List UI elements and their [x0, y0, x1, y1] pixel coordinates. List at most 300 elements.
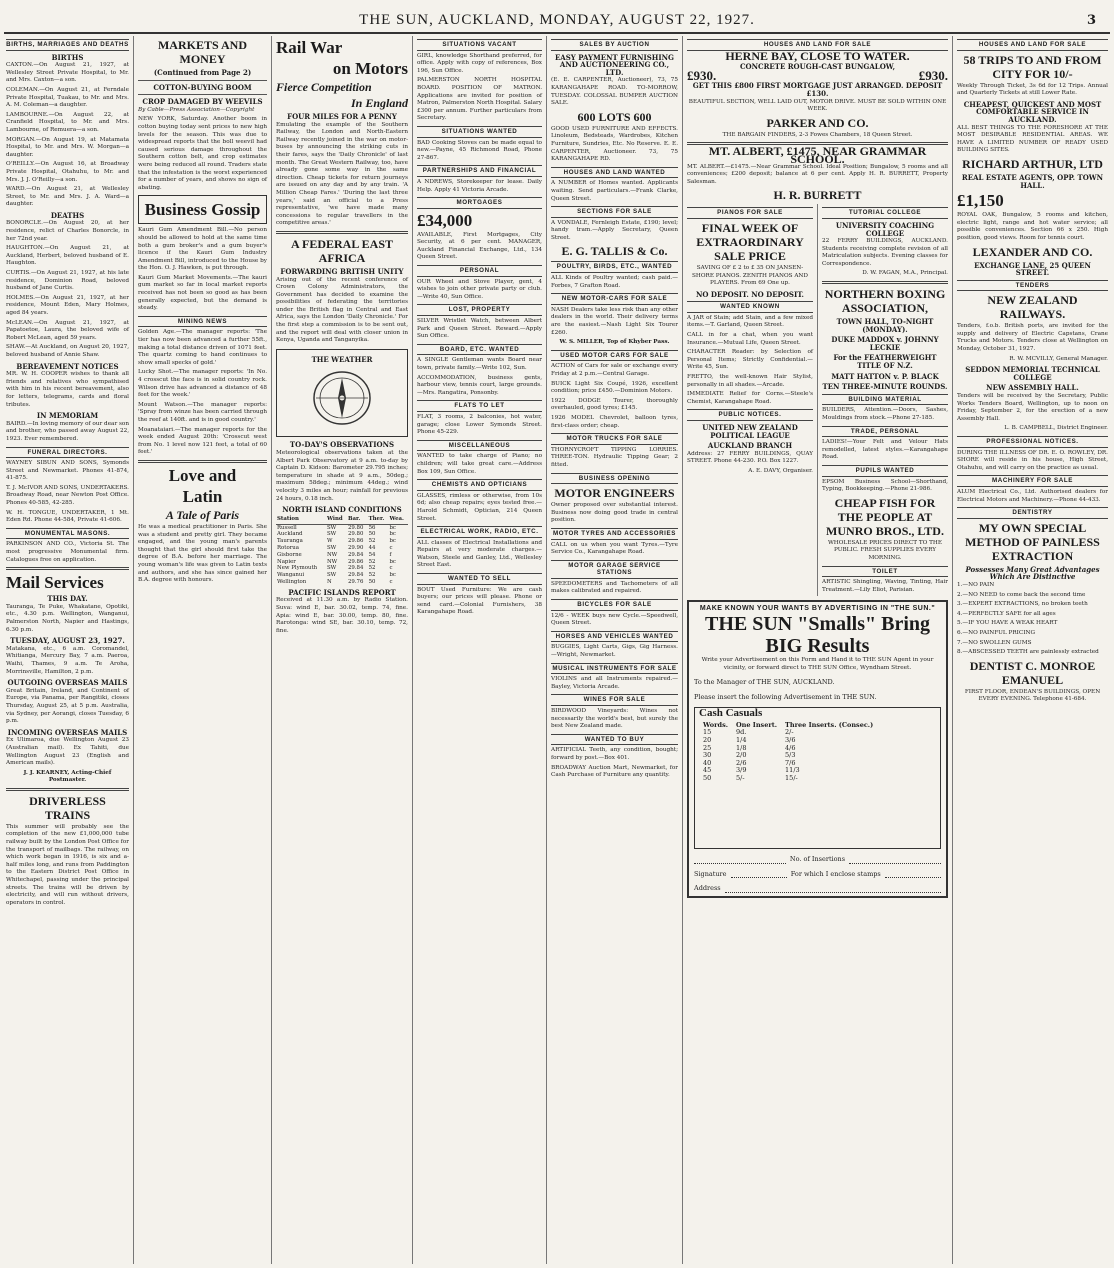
gossip-item: Kauri Gum Market Movements.—The kauri gum market so far in local market reports received has not been so good as has been generally expected, but the demand is steady. — [138, 274, 267, 312]
tuesday-heading: TUESDAY, AUGUST 23, 1927. — [10, 636, 125, 646]
poultry-heading: POULTRY, BIRDS, ETC., WANTED — [551, 261, 678, 273]
houses-wanted-heading: HOUSES AND LAND WANTED — [551, 167, 678, 179]
tallis-name: E. G. TALLIS & Co. — [561, 244, 668, 259]
herne-bay-deposit: GET THIS £800 FIRST MORTGAGE JUST ARRANGED. DEPOSIT £130. — [692, 81, 943, 98]
rates-cell: 45 — [703, 766, 712, 775]
wanted-buy-list — [551, 747, 678, 779]
rail-title-2: on Motors — [332, 59, 408, 78]
table-cell: 29.76 — [347, 578, 364, 585]
divider — [6, 788, 129, 791]
page-number: 3 — [1086, 13, 1096, 28]
table-cell: Russell — [277, 524, 297, 531]
blank-fill — [694, 857, 786, 864]
insertions-field[interactable] — [849, 857, 941, 864]
price-left: £930. — [687, 67, 717, 83]
rates-cell: 15/- — [785, 774, 798, 783]
seddon-title: SEDDON MEMORIAL TECHNICAL COLLEGE — [965, 365, 1100, 382]
partnerships-heading: PARTNERSHIPS AND FINANCIAL — [417, 165, 542, 177]
houses-wanted-ad: A NUMBER of Homes wanted. Applicants waiting. Send particulars.—Frank Clarke, Queen Street. — [551, 180, 678, 202]
table-header-cell: Wind — [326, 515, 347, 524]
driverless-title: DRIVERLESS TRAINS — [29, 793, 106, 822]
auction-lots: 600 LOTS 600 — [577, 109, 652, 124]
list-item: FRETTO, the well-known Hair Stylist, personally in all shades.—Arcade. — [687, 374, 813, 388]
dentist-sign: DENTIST C. MONROE EMANUEL — [969, 658, 1096, 687]
table-cell: bc — [389, 572, 396, 579]
building-ad: BUILDERS, Attention.—Doors, Sashes, Mouldings from stock.—Phone 27-185. — [822, 407, 948, 421]
love-title: Love and — [168, 465, 237, 485]
table-row — [276, 565, 408, 572]
table-cell: 50 — [368, 578, 376, 585]
column-4 — [413, 36, 547, 1264]
insertions-label: No. of Insertions — [789, 855, 846, 864]
list-item: ACTION of Cars for sale or exchange every Friday at 2 p.m.—Central Garage. — [551, 363, 678, 377]
machinery-heading: MACHINERY FOR SALE — [957, 475, 1108, 487]
misc-heading: MISCELLANEOUS — [417, 440, 542, 452]
funeral-list — [6, 460, 129, 525]
rail-deck: FOUR MILES FOR A PENNY — [287, 112, 397, 121]
list-item: 8.—ABSCESSED TEETH are painlessly extracted — [957, 649, 1099, 656]
used-cars-list — [551, 363, 678, 430]
horses-heading: HORSES AND VEHICLES WANTED — [551, 631, 678, 643]
political-sign: A. E. DAVY, Organiser. — [748, 467, 813, 474]
piano-deposit: NO DEPOSIT. NO DEPOSIT. — [696, 289, 804, 299]
table-cell: 50 — [368, 531, 376, 538]
chemists-ad: GLASSES, rimless or otherwise, from 10s 6d; also cheap repairs; eyes tested free.—Harold Schmidt, Optician, 214 Queen Street. — [417, 492, 542, 522]
gossip-item: Mount Watson.—The manager reports: 'Spray from winze has been carried through the reef at 140ft. and is in good country.' — [138, 401, 267, 423]
table-row — [276, 559, 408, 566]
rates-cell: 3/9 — [736, 766, 747, 775]
table-row — [276, 538, 408, 545]
table-cell: 29.90 — [347, 544, 364, 551]
business-gossip-title: Business Gossip — [144, 200, 261, 220]
table-row — [276, 552, 408, 559]
cotton-heading: COTTON-BUYING BOOM — [153, 82, 252, 92]
table-cell: W — [326, 538, 333, 545]
enclose-field[interactable] — [885, 871, 941, 878]
dateline: THE SUN, AUCKLAND, MONDAY, AUGUST 22, 1927. — [359, 12, 755, 28]
professional-text: DURING THE ILLNESS OF DR. E. O. ROWLEY, DR. SHORE will reside in his house, High Street, Otahuhu, and will carry on the practice as usual. — [957, 449, 1108, 471]
fish-title: CHEAP FISH FOR THE PEOPLE AT MUNRO BROS., LTD. — [826, 495, 944, 538]
pianos-heading: PIANOS FOR SALE — [687, 207, 813, 219]
rates-cell: 25 — [703, 743, 712, 752]
list-item: ACCOMMODATION, business gents, harbour view, tennis court, large grounds.—Mrs. Rangatira, Ponsonby. — [417, 374, 542, 396]
births-list — [6, 62, 129, 209]
tenders-sign: R. W. MCVILLY, General Manager. — [1009, 355, 1108, 362]
tutorial-title: UNIVERSITY COACHING COLLEGE — [835, 220, 935, 238]
situations-wanted-ad: BAD Cooking Stoves can be made equal to new.—Payne, 45 Richmond Road, Phone 27-867. — [417, 139, 542, 161]
signature-field[interactable] — [731, 871, 787, 878]
table-cell: Wellington — [277, 578, 307, 585]
column-7 — [953, 36, 1112, 1264]
africa-heading: A FEDERAL EAST AFRICA — [290, 236, 394, 265]
overseas-heading: OUTGOING OVERSEAS MAILS — [7, 678, 128, 688]
rail-text: Emulating the example of the Southern Railway, the London and North-Eastern Railway recently joined in the war on motor-buses by announcing the striking cuts in their fares, says the 'Daily Chronicle' of last month. The Great Western Railway, too, have already gone some way in the same direction. Cheap tickets for return journeys are issued on any day and by any train. 'A Million Cheap Fares.' 'During the last three years,' said an official to a Press representative, 'we have made many concessions to regular travellers in the competitive areas.' — [276, 121, 408, 227]
weather-box — [276, 349, 408, 438]
table-cell: 29.84 — [347, 572, 364, 579]
table-cell: 29.84 — [347, 565, 364, 572]
dentist-title: MY OWN SPECIAL METHOD OF PAINLESS EXTRACTION — [965, 520, 1100, 563]
machinery-ad: ALUM Electrical Co., Ltd. Authorised dealers for Electrical Motors and Machinery.—Phone 44-433. — [957, 488, 1108, 503]
new-cars-heading: NEW MOTOR-CARS FOR SALE — [551, 293, 678, 305]
rates-cell: 2/0 — [736, 751, 747, 760]
deaths-heading: DEATHS — [50, 210, 85, 220]
table-header-row — [276, 515, 408, 524]
price-right: £930. — [918, 67, 948, 83]
list-item: 1926 MODEL Chevrolet, balloon tyres, first-class order; cheap. — [551, 414, 678, 429]
list-item: BROADWAY Auction Mart, Newmarket, for Cash Purchase of Furniture any quantity. — [551, 764, 678, 779]
railways-title: NEW ZEALAND RAILWAYS. — [987, 293, 1078, 322]
garage-ad: SPEEDOMETERS and Tachometers of all makes calibrated and repaired. — [551, 580, 678, 595]
list-item: 4.—PERFECTLY SAFE for all ages — [957, 610, 1056, 617]
trade-heading: TRADE, PERSONAL — [822, 426, 948, 438]
rates-cell: 40 — [703, 758, 712, 767]
weather-heading: THE WEATHER — [311, 354, 373, 364]
table-row — [276, 572, 408, 579]
monumental-notice: PARKINSON AND CO., Victoria St. The most progressive Monumental firm. Catalogues free on application. — [6, 541, 129, 563]
gossip-item: Kauri Gum Amendment Bill.—No person should be allowed to hold at the same time both a gum broker's and a gum buyer's licence if the Kauri Gum Industry Amendment Bill, introduced to the House by the Hon. O. J. Hawken, is put through. — [138, 227, 267, 272]
seddon-subtitle: NEW ASSEMBLY HALL. — [986, 383, 1079, 393]
list-item: 7.—NO SWOLLEN GUMS — [957, 639, 1032, 646]
list-item: 5.—IF YOU HAVE A WEAK HEART — [957, 620, 1058, 627]
list-item: 1922 DODGE Tourer, thoroughly overhauled, good tyres; £145. — [551, 397, 678, 412]
table-header-cell: Bar. — [347, 515, 368, 524]
observations-text: Meteorological observations taken at the Albert Park Observatory at 9 a.m. to-day by Captain D. Kidson: Barometer 29.795 inches; temperature in shade at 9 a.m., 50deg.; maximum 58deg.; minimum 44deg.; wind velocity 3 miles an hour; rainfall for previous 24 hours, 0.18 inch. — [276, 450, 408, 502]
toilet-ad: ARTISTIC Shingling, Waving, Tinting, Hair Treatment.—Lily Eliot, Parisian. — [822, 579, 948, 593]
rates-cell: 4/6 — [785, 743, 796, 752]
dentist-points — [957, 582, 1108, 657]
table-cell: bc — [389, 524, 396, 531]
rates-cell: 50 — [703, 774, 712, 783]
partnerships-ad: A NDREWS, Storekeeper for lease. Daily Help. Apply 41 Victoria Arcade. — [417, 178, 542, 193]
horses-ad: BUGGIES, Light Carts, Gigs, Gig Harness.—Wright, Newmarket. — [551, 644, 678, 659]
table-cell: Tauranga — [277, 538, 303, 545]
list-item: 3.—EXPERT EXTRACTIONS, no broken teeth — [957, 601, 1088, 608]
sections-heading: SECTIONS FOR SALE — [551, 206, 678, 218]
dentist-subtitle: Possesses Many Great Advantages Which Are Distinctive — [965, 564, 1100, 582]
memoriam-heading: IN MEMORIAM — [36, 411, 99, 421]
memoriam-notice: BAIRD.—In loving memory of our dear son and brother, who passed away August 22, 1923. Ever remembered. — [6, 420, 129, 442]
list-item: WAYNEY SIBUN AND SONS, Symonds Street and Newmarket. Phones 41-874, 41-875. — [6, 460, 129, 482]
divider — [6, 567, 129, 570]
wanted-known-list — [687, 315, 813, 407]
auction-text: (E. E. CARPENTER, Auctioneer), 73, 75 KARANGAHAPE ROAD. TO-MORROW, TUESDAY. COLOSSAL BUMPER AUCTION SALE. — [551, 77, 678, 107]
rates-cell: 1/8 — [736, 743, 747, 752]
herne-bay-subtitle: CONCRETE ROUGH-CAST BUNGALOW, — [739, 62, 896, 72]
situations-wanted-heading: SITUATIONS WANTED — [417, 126, 542, 138]
garage-heading: MOTOR GARAGE SERVICE STATIONS — [551, 560, 678, 579]
tutorial-text: 22 FERRY BUILDINGS, AUCKLAND. Students receiving complete revision of all Matriculation subjects. Evening classes for Correspondence. — [822, 238, 948, 267]
incoming-heading: INCOMING OVERSEAS MAILS — [7, 727, 128, 737]
table-cell: 52 — [368, 558, 376, 565]
alexander-name: LEXANDER AND CO. — [972, 244, 1093, 259]
cotton-text: NEW YORK, Saturday. Another boom in cotton buying today sent prices to new high levels for the season. This was due to widespread reports that the boll weevil had caused serious damage throughout the Southern cotton belt, and crop estimates were being reduced all round. Traders state that the infestation is the worst experienced for a number of years, and shows no sign of abating. — [138, 116, 267, 191]
royal-oak-text: ROYAL OAK, Bungalow, 5 rooms and kitchen, electric light, range and hot water service; all possible conveniences. Section 66 x 250. High position, good views. Room for tennis court. — [957, 212, 1108, 241]
boxing-second-bout: MATT HATTON v. P. BLACK — [831, 371, 939, 381]
rates-cell: 7/6 — [785, 758, 796, 767]
tyres-ad: CALL on us when you want Tyres.—Tyre Service Co., Karangahape Road. — [551, 541, 678, 556]
column-3 — [272, 36, 413, 1264]
rail-subtitle-2: In England — [350, 96, 408, 110]
table-header-cell: Wea. — [388, 515, 408, 524]
mail-services-title: Mail Services — [6, 573, 104, 593]
table-cell: 29.86 — [347, 538, 364, 545]
rates-body — [699, 729, 877, 782]
public-notices-heading: PUBLIC NOTICES. — [687, 409, 813, 421]
mortgage-ad: AVAILABLE, First Mortgages, City Security, at 6 per cent. MANAGER, Auckland Financial Exchange, Ltd., 134 Queen Street. — [417, 231, 542, 261]
motor-engineers-title: MOTOR ENGINEERS — [554, 486, 675, 501]
rates-row — [699, 775, 877, 783]
political-title: UNITED NEW ZEALAND POLITICAL LEAGUE — [702, 423, 798, 440]
pupils-heading: PUPILS WANTED — [822, 465, 948, 477]
list-item: COLEMAN.—On August 21, at Ferndale Private Hospital, Tuakau, to Mr. and Mrs. A. M. Coleman—a daughter. — [6, 86, 129, 109]
table-cell: 29.80 — [347, 524, 364, 531]
cheapest-heading: CHEAPEST, QUICKEST AND MOST COMFORTABLE SERVICE IN AUCKLAND. — [963, 99, 1102, 124]
love-subtitle: A Tale of Paris — [165, 507, 240, 522]
tyres-heading: MOTOR TYRES AND ACCESSORIES — [551, 528, 678, 540]
piano-text: SAVING OF £ 2 to £ 35 ON JANSEN-SHORE PIANOS. ZENITH PIANOS AND PLAYERS. From 69 One up. — [692, 264, 808, 287]
deaths-list — [6, 220, 129, 359]
new-cars-ad: NASH Dealers take less risk than any other dealers in the world. Their delivery terms are the easiest.—Nash Light Six Tourer £260. — [551, 306, 678, 336]
auction-title: EASY PAYMENT FURNISHING AND AUCTIONEERING CO., LTD. — [554, 52, 675, 77]
parker-address: THE BARGAIN FINDERS, 2-3 Fowes Chambers, 18 Queen Street. — [722, 131, 913, 138]
list-item: SHAW.—At Auckland, on August 20, 1927, beloved husband of Annie Shaw. — [6, 344, 129, 358]
table-cell: SW — [326, 572, 337, 579]
auction-heading: SALES BY AUCTION — [551, 39, 678, 51]
insertions-line — [694, 856, 941, 864]
address-field[interactable] — [725, 886, 941, 893]
toilet-heading: TOILET — [822, 566, 948, 578]
motor-engineers-ad: Owner proposed over substantial interest. Business now doing good trade in central position. — [551, 502, 678, 524]
table-cell: 56 — [368, 524, 376, 531]
musical-ad: VIOLINS and all Instruments repaired.—Bayley, Victoria Arcade. — [551, 676, 678, 690]
gossip-item: Moanataiari.—The manager reports for the week ended August 20th: 'Crosscut west from No. 1 level now 121 feet, a total of 60 feet.' — [138, 426, 267, 456]
wines-heading: WINES FOR SALE — [551, 694, 678, 706]
rates-cell: 5/- — [736, 774, 745, 783]
table-cell: SW — [326, 524, 337, 531]
gossip-item: Lucky Shot.—The manager reports: 'In No. 4 crosscut the face is in solid country rock. Wilson drive has advanced a distance of 48 feet for the week.' — [138, 369, 267, 399]
exchange-lane: EXCHANGE LANE, 25 QUEEN STREET. — [974, 260, 1091, 278]
sun-smalls-form — [687, 600, 948, 898]
driverless-text: This summer will probably see the completion of the new £1,000,000 tube railway built by the London Post Office for the transport of mailbags. The railway, on which work began in 1916, is six and a-half miles long, and runs from Paddington to the Eastern District Post Office in Whitechapel, passing under the principal streets. The trains will be driven by electricity, and will run without drivers, operators in control. — [6, 823, 129, 906]
mortgages-heading: MORTGAGES — [417, 197, 542, 209]
pacific-text: Received at 11.30 a.m. by Radio Station. Suva: wind E, bar. 30.02, temp. 74, fine. Apia: wind E, bar. 30.00, temp. 80, fine. Rarotonga: wind SE, bar. 30.10, temp. 72, fine. — [276, 597, 408, 634]
table-cell: 52 — [368, 572, 376, 579]
signature-line — [694, 871, 941, 879]
richard-arthur-sub: REAL ESTATE AGENTS, OPP. TOWN HALL. — [961, 172, 1104, 190]
mining-heading: MINING NEWS — [138, 316, 267, 328]
divider — [138, 94, 267, 95]
table-cell: Rotorua — [277, 544, 299, 551]
musical-heading: MUSICAL INSTRUMENTS FOR SALE — [551, 663, 678, 675]
sun-form-subtitle: Write your Advertisement on this Form and Hand it to THE SUN Agent in your vicinity, or forward direct to THE SUN Office, Wyndham Street. — [701, 656, 934, 671]
pupils-ad: EPSOM Business School—Shorthand, Typing, Bookkeeping.—Phone 21-986. — [822, 478, 948, 493]
wanted-sell-heading: WANTED TO SELL — [417, 573, 542, 585]
please-insert-label: Please insert the following Advertisement in THE SUN. — [694, 692, 877, 701]
rates-header-cell: Three Inserts. (Consec.) — [785, 720, 874, 729]
table-cell: 29.86 — [347, 558, 364, 565]
lost-ad: SILVER Wristlet Watch, between Albert Park and Queen Street. Reward.—Apply Sun Office. — [417, 318, 542, 340]
postmaster-sign: J. J. KEARNEY, Acting-Chief Postmaster. — [23, 769, 112, 784]
table-cell: c — [389, 544, 393, 551]
table-cell: f — [389, 551, 392, 558]
rates-cell: 9d. — [736, 728, 747, 737]
list-item: CALL in for a chat, when you want Insurance.—Mutual Life, Queen Street. — [687, 332, 813, 346]
rates-cell: 5/3 — [785, 751, 796, 760]
pacific-heading: PACIFIC ISLANDS REPORT — [288, 587, 396, 597]
overseas-text: Great Britain, Ireland, and Continent of Europe, via Panama, per Rangitiki, closes Thursday, August 25, at 5 p.m. Australia, via Sydney, per Aorangi, closes Tuesday, 6 p.m. — [6, 687, 129, 725]
pianos-block — [687, 204, 813, 596]
boxing-main-bout: DUKE MADDOX v. JOHNNY LECKIE — [831, 335, 939, 352]
table-cell: bc — [389, 538, 396, 545]
list-item: GIRL, knowledge Shorthand preferred, for office. Apply with copy of references, Box 196, Sun Office. — [417, 52, 542, 74]
poultry-ad: ALL Kinds of Poultry wanted; cash paid.—Forbes, 7 Grafton Road. — [551, 275, 678, 289]
table-cell: SW — [326, 565, 337, 572]
list-item: O'REILLY.—On August 16, at Broadway Private Hospital, Otahuhu, to Mr. and Mrs. J. J. O'Reilly—a son. — [6, 161, 129, 183]
advertisement-write-area[interactable] — [694, 707, 941, 849]
richard-arthur-name: RICHARD ARTHUR, LTD — [962, 156, 1103, 171]
markets-continued: (Continued from Page 2) — [153, 68, 252, 77]
wanted-known-heading: WANTED KNOWN — [687, 301, 813, 313]
list-item: A JAR of Stain; add Stain, and a few mixed items.—T. Garland, Queen Street. — [687, 314, 813, 329]
table-cell: SW — [326, 544, 337, 551]
table-cell: bc — [389, 531, 396, 538]
piano-title: FINAL WEEK OF EXTRAORDINARY SALE PRICE — [696, 220, 804, 263]
herne-bay-text: BEAUTIFUL SECTION, WELL LAID OUT, MOTOR DRIVE. MUST BE SOLD WITHIN ONE WEEK. — [688, 98, 947, 113]
signature-label: Signature — [694, 869, 727, 878]
list-item: 1.—NO PAIN — [957, 581, 995, 588]
mt-albert-title: MT. ALBERT, £1475, NEAR GRAMMAR SCHOOL. — [708, 144, 927, 166]
list-item: ARTIFICIAL Teeth, any condition, bought; forward by post.—Box 401. — [551, 747, 678, 761]
list-item: LAMBOURNE.—On August 22, at Cranfield Hospital, to Mr. and Mrs. Lambourne, of Remuera—a son. — [6, 111, 129, 133]
wanted-buy-heading: WANTED TO BUY — [551, 734, 678, 746]
sun-form-kicker: MAKE KNOWN YOUR WANTS BY ADVERTISING IN "THE SUN." — [699, 605, 936, 613]
table-cell: Gisborne — [277, 551, 302, 558]
table-cell: SW — [326, 531, 337, 538]
tuesday-text: Matakana, etc., 6 a.m. Coromandel, Whitianga, Mercury Bay, 7 a.m. Paeroa, Waihi, Thames, 9 a.m. Te Aroha, Morrinsville, Hamilton, 2 p.m. — [6, 645, 129, 675]
rates-header-cell: Words. — [703, 720, 728, 729]
bicycles-ad: 12/6 - WEEK buys new Cycle.—Speedwell, Queen Street. — [551, 612, 678, 627]
table-cell: Auckland — [277, 531, 303, 538]
miller-sign: W. S. MILLER, Top of Khyber Pass. — [559, 339, 670, 346]
cash-casuals-title: Cash Casuals — [699, 707, 763, 720]
list-item: BUICK Light Six Coupé, 1926, excellent condition; price £450.—Dominion Motors. — [551, 380, 678, 395]
herne-bay-title: HERNE BAY, CLOSE TO WATER. — [725, 48, 910, 63]
sections-ad: ALL BEST THINGS TO THE FORESHORE AT THE MOST DESIRABLE RESIDENTIAL AREAS. WE HAVE A LIMITED NUMBER OF READY USED BUILDING SITES. — [957, 124, 1108, 154]
gossip-item: Golden Age.—The manager reports: 'The tier has now been advanced a further 55ft., making a total distance driven of 1071 feet. The quartz coming to hand continues to show small specks of gold.' — [138, 329, 267, 366]
personal-heading: PERSONAL — [417, 265, 542, 277]
rates-cell: 2/- — [785, 728, 794, 737]
trade-ad: LADIES!—Your Felt and Velour Hats remodelled, latest styles.—Karangahape Road. — [822, 439, 948, 461]
houses-heading: HOUSES AND LAND FOR SALE — [957, 39, 1108, 51]
observations-heading: TO-DAY'S OBSERVATIONS — [289, 440, 395, 450]
observations-body — [276, 524, 408, 586]
list-item: CAXTON.—On August 21, 1927, at Wellesley Street Private Hospital, to Mr. and Mrs. Caxton—a son. — [6, 62, 129, 84]
tutorial-heading: TUTORIAL COLLEGE — [822, 207, 948, 219]
table-row — [276, 531, 408, 538]
table-cell: 29.80 — [347, 531, 364, 538]
professional-heading: PROFESSIONAL NOTICES. — [957, 436, 1108, 448]
chemists-heading: CHEMISTS AND OPTICIANS — [417, 479, 542, 491]
flats-heading: FLATS TO LET — [417, 400, 542, 412]
address-label: Address — [694, 884, 721, 893]
monumental-heading: MONUMENTAL MASONS. — [6, 528, 129, 540]
observations-table — [276, 515, 408, 586]
rail-subtitle: Fierce Competition — [276, 80, 372, 94]
trucks-heading: MOTOR TRUCKS FOR SALE — [551, 433, 678, 445]
misc-ad: WANTED to take charge of Piano; no children; will take great care.—Address Box 109, Sun Office. — [417, 453, 542, 475]
weather-vane-illustration-icon — [292, 367, 392, 429]
births-heading: BIRTHS — [51, 52, 84, 62]
column-6 — [683, 36, 953, 1264]
seddon-sign: L. B. CAMPBELL, District Engineer. — [1004, 425, 1108, 432]
boxing-rounds: TEN THREE-MINUTE ROUNDS. — [822, 382, 948, 392]
divider — [822, 281, 948, 284]
births-section-heading: BIRTHS, MARRIAGES AND DEATHS — [6, 39, 129, 51]
list-item: BONORCLE.—On August 20, at her residence, relict of Charles Bonorcle, in her 72nd year. — [6, 220, 129, 242]
this-day-text: Tauranga, Te Puke, Whakatane, Opotiki, etc., 4.30 p.m. Wellington, Wanganui, Palmerston North, Napier and Hastings, 6.30 p.m. — [6, 603, 129, 633]
table-row — [276, 545, 408, 552]
trips-title: 58 TRIPS TO AND FROM CITY FOR 10/- — [963, 52, 1102, 81]
building-heading: BUILDING MATERIAL — [822, 394, 948, 406]
boxing-title: NORTHERN BOXING ASSOCIATION, — [824, 287, 946, 316]
dentistry-heading: DENTISTRY — [957, 507, 1108, 519]
wanted-sell-ad: BOUT Used Furniture: We are cash buyers; our prices will please. Phone or send card.—Colonial Furnishers, 38 Karangahape Road. — [417, 586, 542, 616]
situations-vacant-heading: SITUATIONS VACANT — [417, 39, 542, 51]
auction-detail: GOOD USED FURNITURE AND EFFECTS. Linoleum, Bedsteads, Wardrobes, Kitchen Furniture, Sundries, Etc. No Reserve. E. E. CARPENTER, Auctioneer. 73, 75 KARANGAHAPE RD. — [551, 125, 678, 163]
boxing-hall: TOWN HALL, TO-NIGHT (MONDAY). — [836, 317, 934, 334]
burrett-name: H. R. BURRETT — [773, 188, 862, 203]
table-cell: Napier — [277, 558, 296, 565]
business-gossip-box — [138, 195, 267, 224]
tutorial-block — [817, 204, 948, 596]
political-branch: AUCKLAND BRANCH — [707, 441, 793, 451]
column-5 — [547, 36, 683, 1264]
love-title-2: Latin — [182, 486, 223, 506]
situations-vacant-list — [417, 53, 542, 123]
rates-cell: 11/3 — [785, 766, 800, 775]
table-row — [276, 579, 408, 586]
table-row — [276, 524, 408, 531]
fish-text: WHOLESALE PRICES DIRECT TO THE PUBLIC. FRESH SUPPLIES EVERY MORNING. — [827, 539, 943, 561]
seddon-text: Tenders will be received by the Secretary, Public Works Tenders Board, Wellington, up to noon on Friday, September 2, for the erection of a new Assembly Hall. — [957, 393, 1108, 422]
table-cell: NW — [326, 558, 338, 565]
list-item: T. J. McIVOR AND SONS, UNDERTAKERS. Broadway Road, near Newton Post Office. Phones 40-585, 42-285. — [6, 484, 129, 507]
tenders-text: Tenders, f.o.b. British ports, are invited for the supply and delivery of Electric Capstans, Crane Trucks and Motors. Tenders close at Wellington on Monday, October 31, 1927. — [957, 323, 1108, 353]
table-cell: Wanganui — [277, 572, 305, 579]
board-list — [417, 357, 542, 397]
list-item: PALMERSTON NORTH HOSPITAL BOARD. POSITION OF MATRON. Applications are invited for position of Matron, Palmerston North Hospital. Salary £300 per annum. Further particulars from Secretary. — [417, 77, 542, 122]
sections-ad: A VONDALE, Fernleigh Estate, £190; level; handy tram.—Apply Secretary, Queen Street. — [551, 219, 678, 241]
sun-form-headline: THE SUN "Smalls" Bring BIG Results — [704, 612, 931, 657]
board-heading: BOARD, ETC. WANTED — [417, 344, 542, 356]
africa-subheading: FORWARDING BRITISH UNITY — [280, 266, 404, 276]
mortgage-amount: £34,000 — [417, 210, 473, 230]
list-item: HAUGHTON.—On August 21, at Auckland, Herbert, beloved husband of E. Haughton. — [6, 245, 129, 267]
trucks-ad: THORNYCROFT TIPPING LORRIES. THREE-TON. Hydraulic Tipping Gear; 2 fitted. — [551, 446, 678, 468]
list-item: CHARACTER Reader: by Selection of Personal Items; Strictly Confidential.—Write 45, Sun. — [687, 349, 813, 371]
column-1 — [2, 36, 134, 1264]
rates-cell: 20 — [703, 736, 712, 745]
table-header-cell: Ther. — [368, 515, 389, 524]
table-cell: 54 — [368, 551, 376, 558]
bicycles-heading: BICYCLES FOR SALE — [551, 599, 678, 611]
love-text: He was a medical practitioner in Paris. She was a student and pretty girl. They became engaged, and the young man's parents thought that the girl should first take the degree of B.A. before her marriage. The young woman's life was given to Latin texts and authors, and she has since gained her B.A. degree with honours. — [138, 523, 267, 584]
cable-credit: By Cable—Press Association—Copyright — [138, 106, 255, 113]
masthead — [4, 2, 1110, 34]
rates-table — [699, 722, 877, 783]
parker-name: PARKER AND CO. — [766, 115, 869, 130]
rates-header-cell: One Insert. — [736, 720, 778, 729]
